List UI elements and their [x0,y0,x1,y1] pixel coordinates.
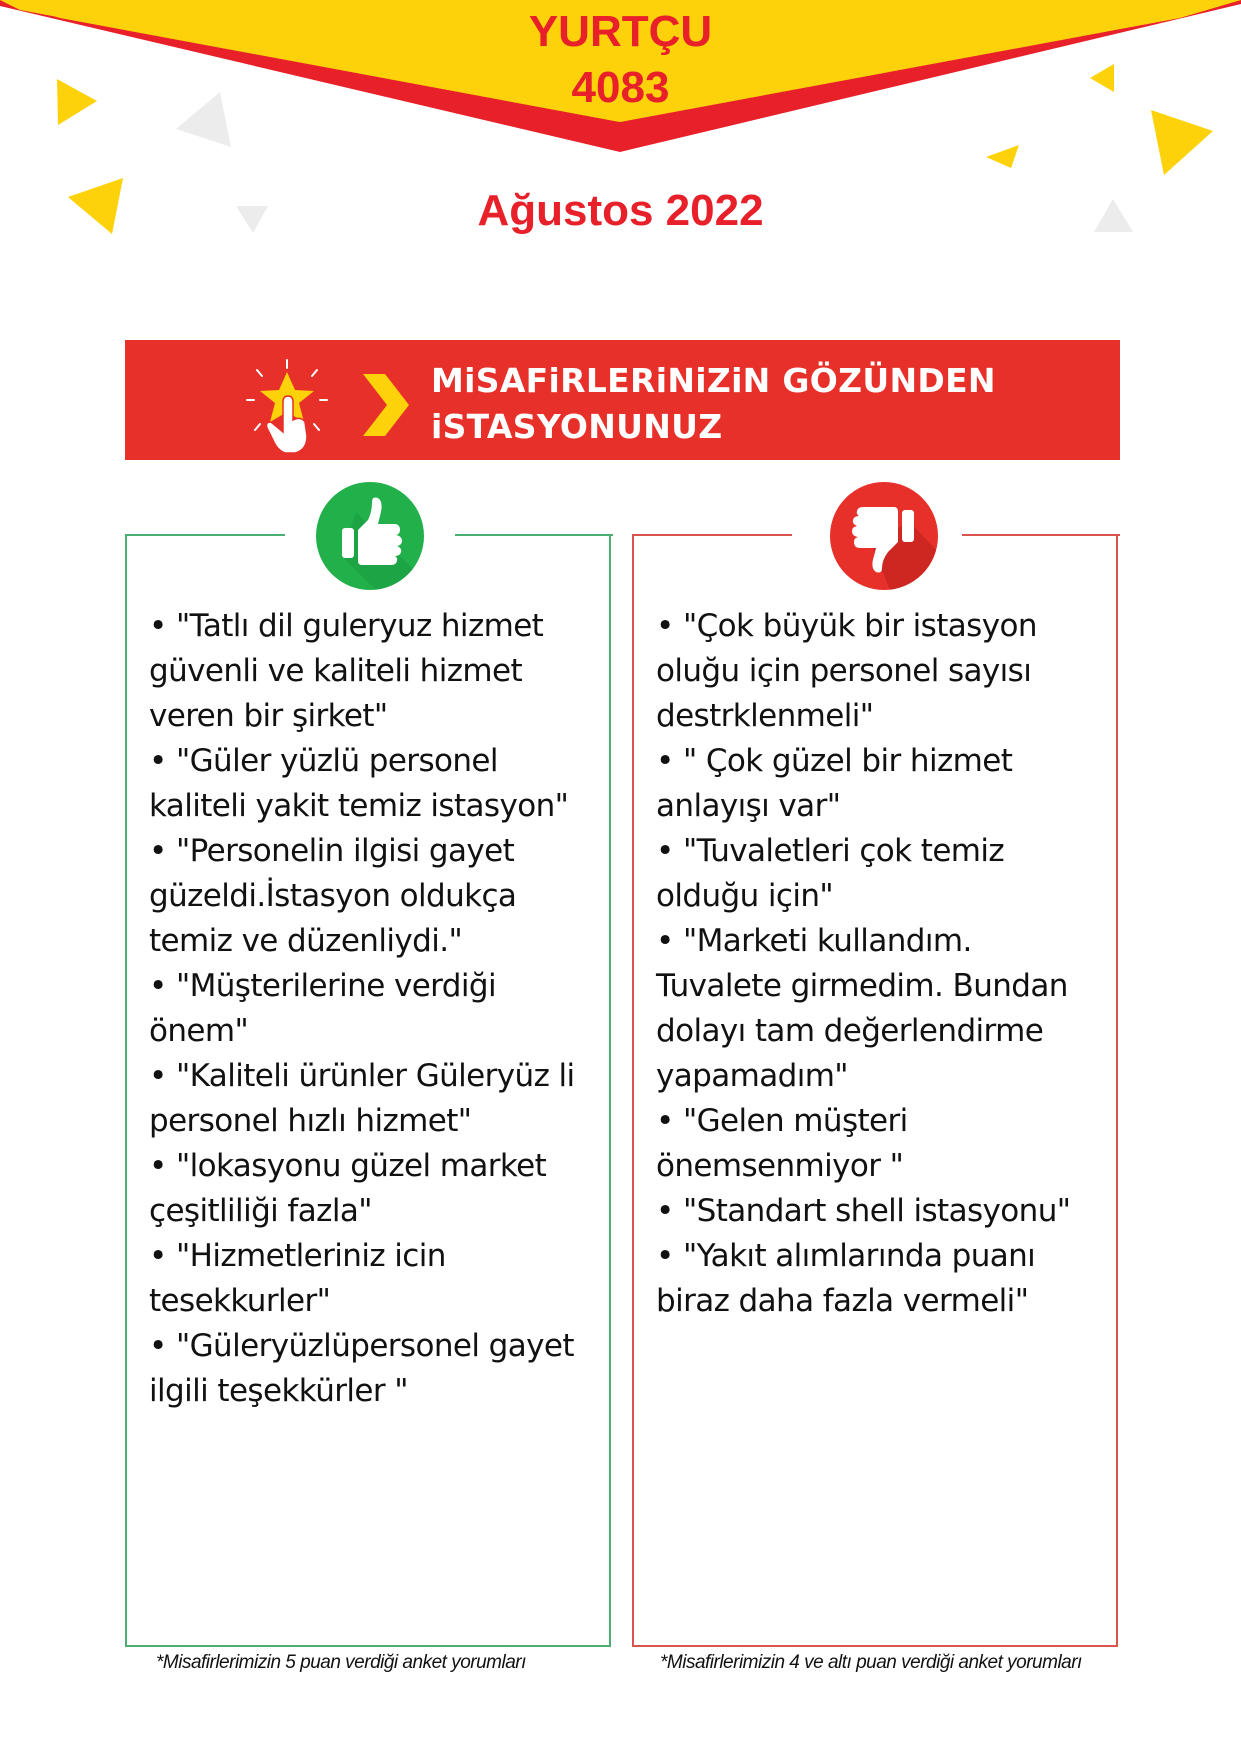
comment-item: • "Güler yüzlü personel kaliteli yakit temiz istasyon" [149,739,599,829]
section-title-line1: MiSAFiRLERiNiZiN GÖZÜNDEN [431,361,996,400]
comment-item: • "Tatlı dil guleryuz hizmet güvenli ve kaliteli hizmet veren bir şirket" [149,604,599,739]
station-code: 4083 [571,63,670,112]
thumbs-down-badge [830,482,938,590]
comment-item: • " Çok güzel bir hizmet anlayışı var" [656,739,1106,829]
thumbs-down-icon [830,482,938,590]
comment-item: • "Hizmetleriniz icin tesekkurler" [149,1234,599,1324]
comment-item: • "Yakıt alımlarında puanı biraz daha fazla vermeli" [656,1234,1106,1324]
station-name: YURTÇU [528,7,713,56]
comment-item: • "Müşterilerine verdiği önem" [149,964,599,1054]
panel-top-border [962,534,1120,536]
section-title-line2: iSTASYONUNUZ [431,407,723,446]
comment-item: • "Tuvaletleri çok temiz olduğu için" [656,829,1106,919]
triangle-decoration [176,92,231,147]
triangle-decoration [986,145,1019,168]
comment-item: • "Personelin ilgisi gayet güzeldi.İstasyon oldukça temiz ve düzenliydi." [149,829,599,964]
positive-comments-list [149,604,599,1414]
thumbs-up-icon [316,482,424,590]
star-click-icon [243,358,331,458]
report-period: Ağustos 2022 [477,186,764,235]
triangle-decoration [57,79,97,125]
chevron-right-icon [363,374,409,436]
negative-comments-list [656,604,1106,1324]
triangle-decoration [1090,64,1114,92]
panel-top-border [127,534,285,536]
panel-top-border [455,534,613,536]
negative-comments-panel [632,534,1118,1647]
section-title [431,358,1111,450]
section-header [125,340,1120,460]
comment-item: • "Kaliteli ürünler Güleryüz li personel hızlı hizmet" [149,1054,599,1144]
comment-item: • "Çok büyük bir istasyon oluğu için personel sayısı destrklenmeli" [656,604,1106,739]
comment-item: • "Standart shell istasyonu" [656,1189,1106,1234]
negative-footnote: *Misafirlerimizin 4 ve altı puan verdiği anket yorumları [660,1652,1082,1673]
comment-item: • "Gelen müşteri önemsenmiyor " [656,1099,1106,1189]
comment-item: • "lokasyonu güzel market çeşitliliği fazla" [149,1144,599,1234]
triangle-decoration [1151,110,1213,175]
panel-top-border [634,534,792,536]
comment-item: • "Marketi kullandım. Tuvalete girmedim. Bundan dolayı tam değerlendirme yapamadım" [656,919,1106,1099]
thumbs-up-badge [316,482,424,590]
positive-footnote: *Misafirlerimizin 5 puan verdiği anket yorumları [156,1652,526,1673]
comment-item: • "Güleryüzlüpersonel gayet ilgili teşekkürler " [149,1324,599,1414]
positive-comments-panel [125,534,611,1647]
